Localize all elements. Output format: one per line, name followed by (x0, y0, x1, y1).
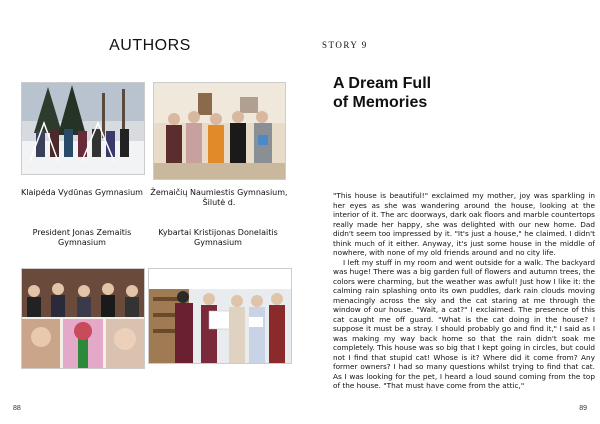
story-paragraph: "This house is beautiful!" exclaimed my mother, joy was sparkling in her eyes as she was wandering around the house, looking at the interior of it. The arc doorways, dark oak floors and marble countertops really made her happy, she was delighted with our new home. Dad didn't seem too impressed by it. "It's just a house," he claimed. I didn't think much of it either. Anyway, it's just some house in the middle of nowhere, with none of my old friends around and no city life. (333, 191, 595, 257)
photo-president-gymnasium-collage (21, 268, 145, 369)
photo-zemaiciu-students (153, 82, 286, 180)
school-caption-3: President Jonas Zemaitis Gymnasium (32, 228, 132, 247)
story-paragraph: I left my stuff in my room and went outside for a walk. The backyard was huge! There was a big garden full of flowers and autumn trees, the colors were charming, but the weather was awful! Just how I like it: the calming rain splashing onto its own puddles, dark rain clouds moving menacingly across the sky and the cat staring at me through the window of our house. "Wait, a cat?" I exclaimed. The presence of this cat caught me off guard. "What is the cat doing in the house? I suppose it must be a stray. I should probably go and find it," I said as I was making my way back home so that the rain didn't soak me completely. This house was so big that I kept going in circles, but could not I find that stupid cat! Whose is it? Where did it come from? Any former owners? I had so many questions whilst trying to find that cat. As I was looking for the pet, I heard a loud sound coming from the top of the house. "That must have come from the attic," (333, 257, 595, 390)
story-body (333, 191, 595, 391)
photo-klaipeda-students (21, 82, 145, 175)
photo-kybartai-students (148, 268, 292, 364)
story-title (333, 74, 431, 112)
school-caption-4: Kybartai Kristijonas Donelaitis Gymnasium (158, 228, 278, 247)
page-number-left: 88 (13, 405, 21, 412)
story-label: STORY 9 (322, 40, 368, 50)
school-caption-2: Žemaičių Naumiestis Gymnasium, Šilutė d. (150, 188, 288, 207)
story-title-line-2: of Memories (333, 94, 428, 111)
page-number-right: 89 (579, 405, 587, 412)
page-title: AUTHORS (109, 37, 191, 54)
school-caption-1: Klaipėda Vydūnas Gymnasium (21, 188, 143, 197)
story-title-line-1: A Dream Full (333, 75, 432, 92)
right-page (300, 0, 600, 424)
